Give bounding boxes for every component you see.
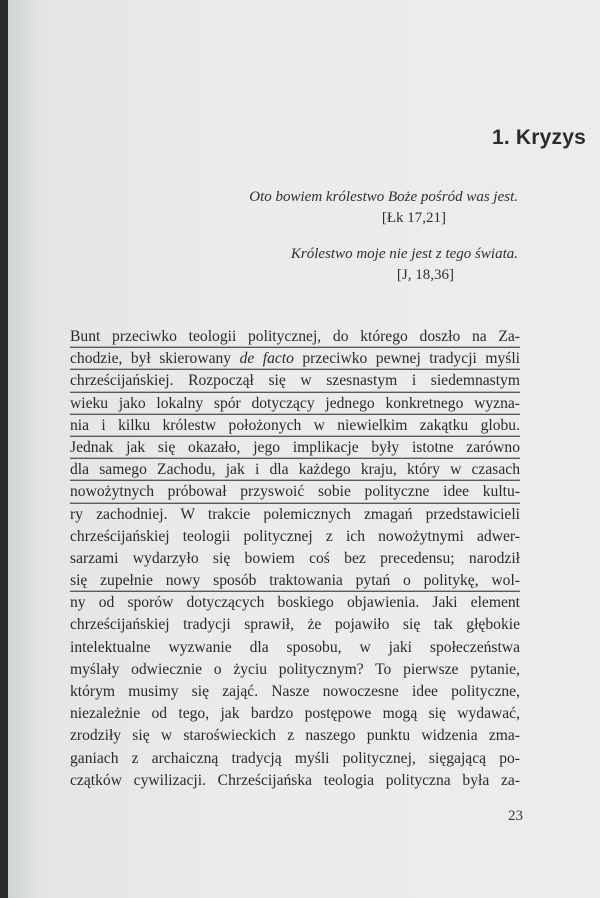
text-line: którym musimy się zająć. Nasze nowoczesne idee polityczne, (70, 683, 520, 700)
epigraph (158, 246, 518, 284)
text-line: czątków cywilizacji. Chrześcijańska teologia polityczna była za- (70, 771, 520, 789)
text-line: chodzie, był skierowany de facto przeciwko pewnej tradycji myśli (70, 348, 520, 370)
italic-term: de facto (239, 350, 294, 368)
page-number: 23 (508, 808, 523, 824)
epigraph (158, 189, 518, 227)
text-line: chrześcijańskiej teologii politycznej z ich nowożytnymi adwer- (70, 527, 520, 545)
text-line: wieku jako lokalny spór dotyczący jednego konkretnego wyzna- (70, 393, 520, 415)
text-line: się zupełnie nowy sposób traktowania pytań o politykę, wol- (70, 570, 520, 592)
text-line: niezależnie od tego, jak bardzo postępowe mogą się wydawać, (70, 705, 520, 723)
body-paragraph (70, 326, 520, 792)
epigraph-quote: Królestwo moje nie jest z tego świata. (290, 246, 518, 262)
epigraph-reference: [Łk 17,21] (381, 210, 446, 226)
text-line: ganiach z archaiczną tradycją myśli politycznej, sięgającą po- (70, 749, 520, 767)
text-line: Bunt przeciwko teologii politycznej, do którego doszło na Za- (70, 326, 520, 348)
text-line: sarzami wydarzyło się bowiem coś bez precedensu; narodził (70, 549, 520, 567)
text-line: zrodziły się w staroświeckich z naszego punktu widzenia zma- (70, 727, 520, 745)
text-line: Jednak jak się okazało, jego implikacje były istotne zarówno (70, 437, 520, 459)
text-line: nia i kilku królestw położonych w niewielkim zakątku globu. (70, 415, 520, 437)
book-page (8, 0, 600, 898)
text-line: dla samego Zachodu, jak i dla każdego kraju, który w czasach (70, 459, 520, 481)
text-line: ny od sporów dotyczących boskiego objawienia. Jaki element (70, 594, 520, 612)
text-line: ry zachodniej. W trakcie polemicznych zmagań przedstawicieli (70, 505, 520, 523)
text-line: myślały odwiecznie o życiu politycznym? To pierwsze pytanie, (70, 660, 520, 678)
text-line: intelektualne wyzwanie dla sposobu, w jaki społeczeństwa (70, 638, 520, 656)
text-line: chrześcijańskiej. Rozpoczął się w szesnastym i siedemnastym (70, 370, 520, 392)
chapter-title: 1. Kryzys (491, 126, 586, 149)
text-line: nowożytnych próbował przyswoić sobie polityczne idee kultu- (70, 481, 520, 503)
epigraph-reference: [J, 18,36] (396, 267, 454, 283)
text-line: chrześcijańskiej tradycji sprawił, że pojawiło się tak głębokie (70, 616, 520, 634)
epigraph-quote: Oto bowiem królestwo Boże pośród was jest. (249, 189, 518, 205)
